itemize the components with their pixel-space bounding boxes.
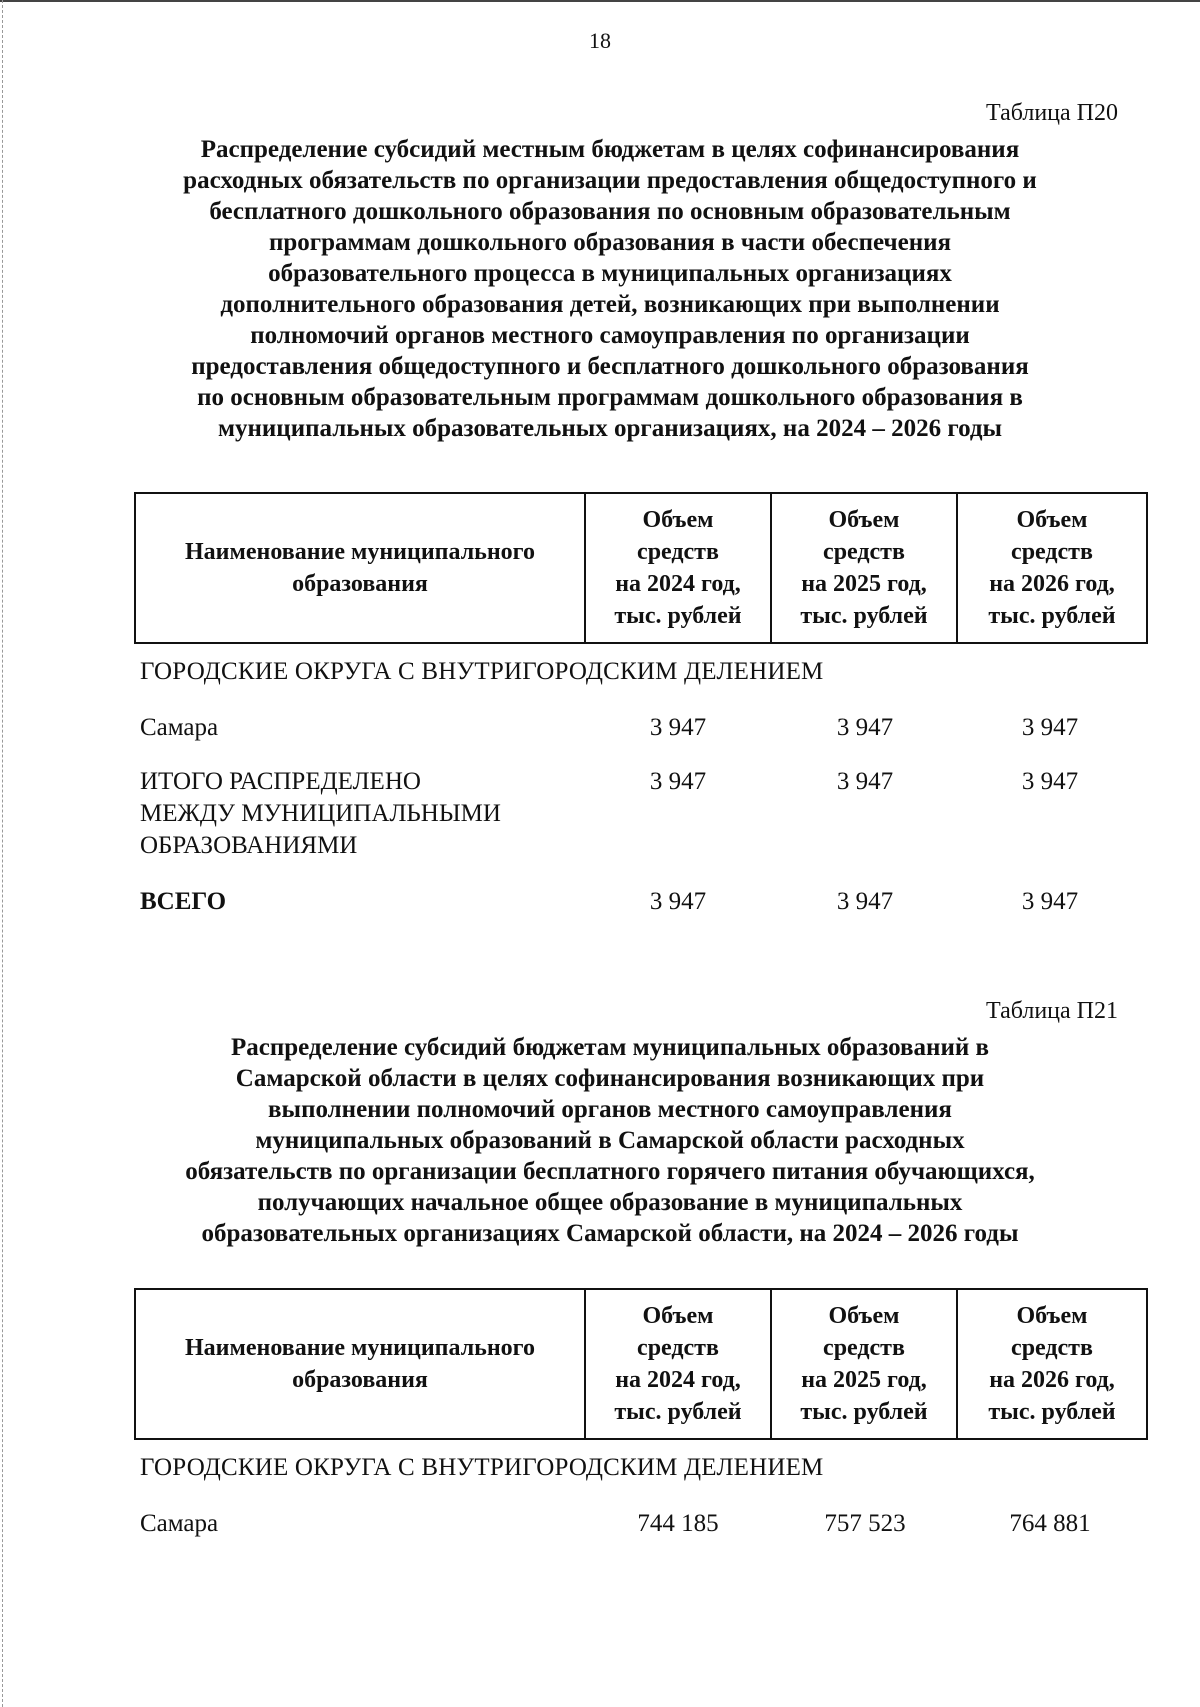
- section-heading-p21: ГОРОДСКИЕ ОКРУГА С ВНУТРИГОРОДСКИМ ДЕЛЕНИЕМ: [140, 1454, 824, 1481]
- header-2024-cell: [585, 1289, 771, 1439]
- row-value-2024: 3 947: [649, 768, 707, 795]
- header-text: средств: [637, 1335, 719, 1361]
- table-label-p20: Таблица П20: [986, 100, 1118, 126]
- page-number: 18: [589, 28, 611, 53]
- table-header-p20: [134, 492, 1148, 644]
- title-line: Распределение субсидий бюджетам муниципальных образований в: [230, 1034, 990, 1061]
- header-2024-cell: [585, 493, 771, 643]
- row-value-2025: 3 947: [836, 888, 894, 915]
- title-line: образовательного процесса в муниципальных организациях: [268, 260, 952, 287]
- header-text: тыс. рублей: [800, 1399, 928, 1425]
- title-line: расходных обязательств по организации предоставления общедоступного и: [183, 167, 1037, 194]
- row-value-2024: 744 185: [637, 1510, 719, 1537]
- header-name-cell: [135, 493, 585, 643]
- header-text: средств: [823, 539, 905, 565]
- row-name: [140, 766, 580, 862]
- header-text: образования: [292, 571, 428, 597]
- header-text: Объем: [828, 507, 900, 533]
- header-2026-cell: [957, 1289, 1147, 1439]
- header-text: Объем: [1016, 507, 1088, 533]
- title-line: муниципальных образовательных организациях, на 2024 – 2026 годы: [217, 415, 1003, 442]
- header-text: средств: [823, 1335, 905, 1361]
- header-text: на 2024 год,: [615, 1367, 741, 1393]
- header-text: Объем: [828, 1303, 900, 1329]
- title-line: дополнительного образования детей, возникающих при выполнении: [220, 291, 1000, 318]
- header-text: тыс. рублей: [614, 1399, 742, 1425]
- header-name-cell: [135, 1289, 585, 1439]
- title-line: по основным образовательным программам дошкольного образования в: [197, 384, 1023, 411]
- row-value-2026: 3 947: [1021, 768, 1079, 795]
- header-text: образования: [292, 1367, 428, 1393]
- header-text: на 2026 год,: [989, 571, 1115, 597]
- row-name-line: МЕЖДУ МУНИЦИПАЛЬНЫМИ: [140, 800, 501, 827]
- header-text: тыс. рублей: [988, 603, 1116, 629]
- header-text: на 2024 год,: [615, 571, 741, 597]
- header-row: [135, 1289, 1147, 1439]
- row-value-2024: 3 947: [649, 888, 707, 915]
- header-text: средств: [1011, 1335, 1093, 1361]
- title-line: Самарской области в целях софинансирования возникающих при: [235, 1065, 985, 1092]
- row-value-2026: 3 947: [1021, 888, 1079, 915]
- header-text: средств: [1011, 539, 1093, 565]
- header-2025-cell: [771, 493, 957, 643]
- title-line: программам дошкольного образования в части обеспечения: [268, 229, 952, 256]
- title-line: получающих начальное общее образование в муниципальных: [257, 1189, 963, 1216]
- page-border-left: [2, 0, 4, 1707]
- header-2025-cell: [771, 1289, 957, 1439]
- row-value-2025: 757 523: [824, 1510, 906, 1537]
- header-text: средств: [637, 539, 719, 565]
- table-title-p21: [130, 1032, 1090, 1249]
- row-value-2025: 3 947: [836, 714, 894, 741]
- section-heading-p20: ГОРОДСКИЕ ОКРУГА С ВНУТРИГОРОДСКИМ ДЕЛЕНИЕМ: [140, 658, 824, 685]
- row-name: Самара: [140, 714, 219, 741]
- table-header-p21: [134, 1288, 1148, 1440]
- header-text: Объем: [1016, 1303, 1088, 1329]
- header-text: Наименование муниципального: [185, 539, 535, 565]
- header-text: на 2026 год,: [989, 1367, 1115, 1393]
- table-label-p21: Таблица П21: [986, 998, 1118, 1024]
- title-line: обязательств по организации бесплатного горячего питания обучающихся,: [185, 1158, 1035, 1185]
- title-line: выполнении полномочий органов местного самоуправления: [268, 1096, 952, 1123]
- title-line: предоставления общедоступного и бесплатного дошкольного образования: [191, 353, 1029, 380]
- title-line: бесплатного дошкольного образования по основным образовательным: [209, 198, 1011, 225]
- header-text: на 2025 год,: [801, 1367, 927, 1393]
- header-text: Объем: [642, 507, 714, 533]
- header-text: тыс. рублей: [988, 1399, 1116, 1425]
- header-text: на 2025 год,: [801, 571, 927, 597]
- header-row: [135, 493, 1147, 643]
- row-value-2026: 764 881: [1009, 1510, 1091, 1537]
- header-text: Наименование муниципального: [185, 1335, 535, 1361]
- table-title-p20: [130, 134, 1090, 444]
- title-line: полномочий органов местного самоуправления по организации: [250, 322, 970, 349]
- header-text: тыс. рублей: [800, 603, 928, 629]
- header-text: Объем: [642, 1303, 714, 1329]
- header-text: тыс. рублей: [614, 603, 742, 629]
- page-border-top: [0, 0, 1200, 2]
- title-line: Распределение субсидий местным бюджетам в целях софинансирования: [200, 136, 1020, 163]
- row-value-2024: 3 947: [649, 714, 707, 741]
- row-value-2026: 3 947: [1021, 714, 1079, 741]
- row-name: ВСЕГО: [140, 888, 227, 915]
- row-name-line: ОБРАЗОВАНИЯМИ: [140, 832, 358, 859]
- title-line: муниципальных образований в Самарской области расходных: [255, 1127, 965, 1154]
- row-value-2025: 3 947: [836, 768, 894, 795]
- row-name: Самара: [140, 1510, 219, 1537]
- title-line: образовательных организациях Самарской области, на 2024 – 2026 годы: [201, 1220, 1019, 1247]
- header-2026-cell: [957, 493, 1147, 643]
- row-name-line: ИТОГО РАСПРЕДЕЛЕНО: [140, 768, 421, 795]
